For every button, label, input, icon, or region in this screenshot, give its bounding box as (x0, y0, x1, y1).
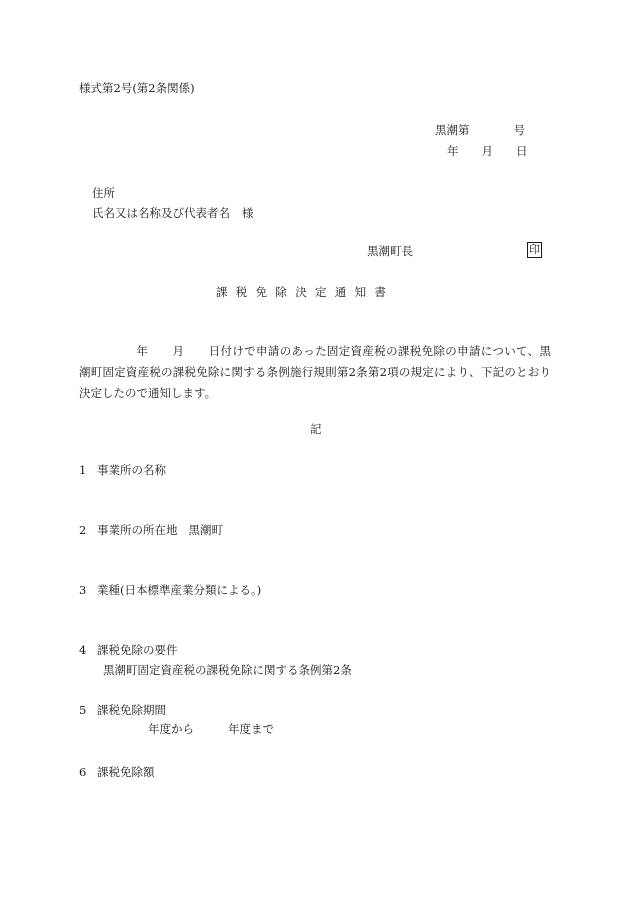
issuer-title: 黒潮町長 (367, 244, 413, 258)
item-value: 黒潮町 (188, 523, 223, 537)
item-number: 6 (79, 765, 87, 779)
item-label: 課税免除期間 (97, 703, 166, 717)
item-exemption-period (79, 702, 166, 718)
issue-date (447, 143, 528, 159)
document-number-suffix: 号 (513, 123, 525, 137)
item-label: 課税免除額 (97, 765, 155, 779)
notice-body (79, 341, 551, 404)
date-day: 日 (516, 144, 528, 158)
date-year: 年 (447, 144, 459, 158)
recipient-name-label: 氏名又は名称及び代表者名 (92, 206, 230, 220)
item-industry (79, 582, 261, 598)
period-to: 年度まで (228, 722, 274, 736)
item-exemption-requirement (79, 642, 178, 658)
item-exemption-amount (79, 764, 155, 780)
exemption-period-range (103, 721, 274, 737)
body-text: 日付けで申請のあった固定資産税の課税免除の申請について、黒潮町固定資産税の課税免除に関する条例施行規則第2条第2項の規定により、下記のとおり決定したので通知します。 (79, 344, 552, 400)
body-year: 年 (136, 344, 149, 358)
item-number: 2 (79, 523, 87, 537)
item-business-name (79, 462, 166, 478)
document-number-prefix: 黒潮第 (435, 123, 470, 137)
period-from: 年度から (148, 722, 194, 736)
item-label: 事業所の名称 (97, 463, 166, 477)
item-number: 4 (79, 643, 87, 657)
date-month: 月 (481, 144, 493, 158)
requirement-detail: 黒潮町固定資産税の課税免除に関する条例第2条 (103, 663, 352, 677)
item-number: 5 (79, 703, 87, 717)
item-label: 事業所の所在地 (97, 523, 178, 537)
honorific: 様 (242, 206, 254, 220)
item-label: 課税免除の要件 (97, 643, 178, 657)
document-title: 課税免除決定通知書 (216, 285, 395, 299)
seal-mark: 印 (529, 243, 540, 256)
item-number: 1 (79, 463, 87, 477)
ki-heading: 記 (310, 422, 322, 436)
recipient-address-label: 住所 (92, 186, 115, 200)
item-business-location (79, 522, 223, 538)
document-number (435, 122, 525, 138)
item-number: 3 (79, 583, 87, 597)
recipient-name (92, 205, 254, 221)
form-number: 様式第2号(第2条関係) (79, 81, 195, 95)
item-label: 業種(日本標準産業分類による。) (97, 583, 262, 597)
body-month: 月 (172, 344, 185, 358)
